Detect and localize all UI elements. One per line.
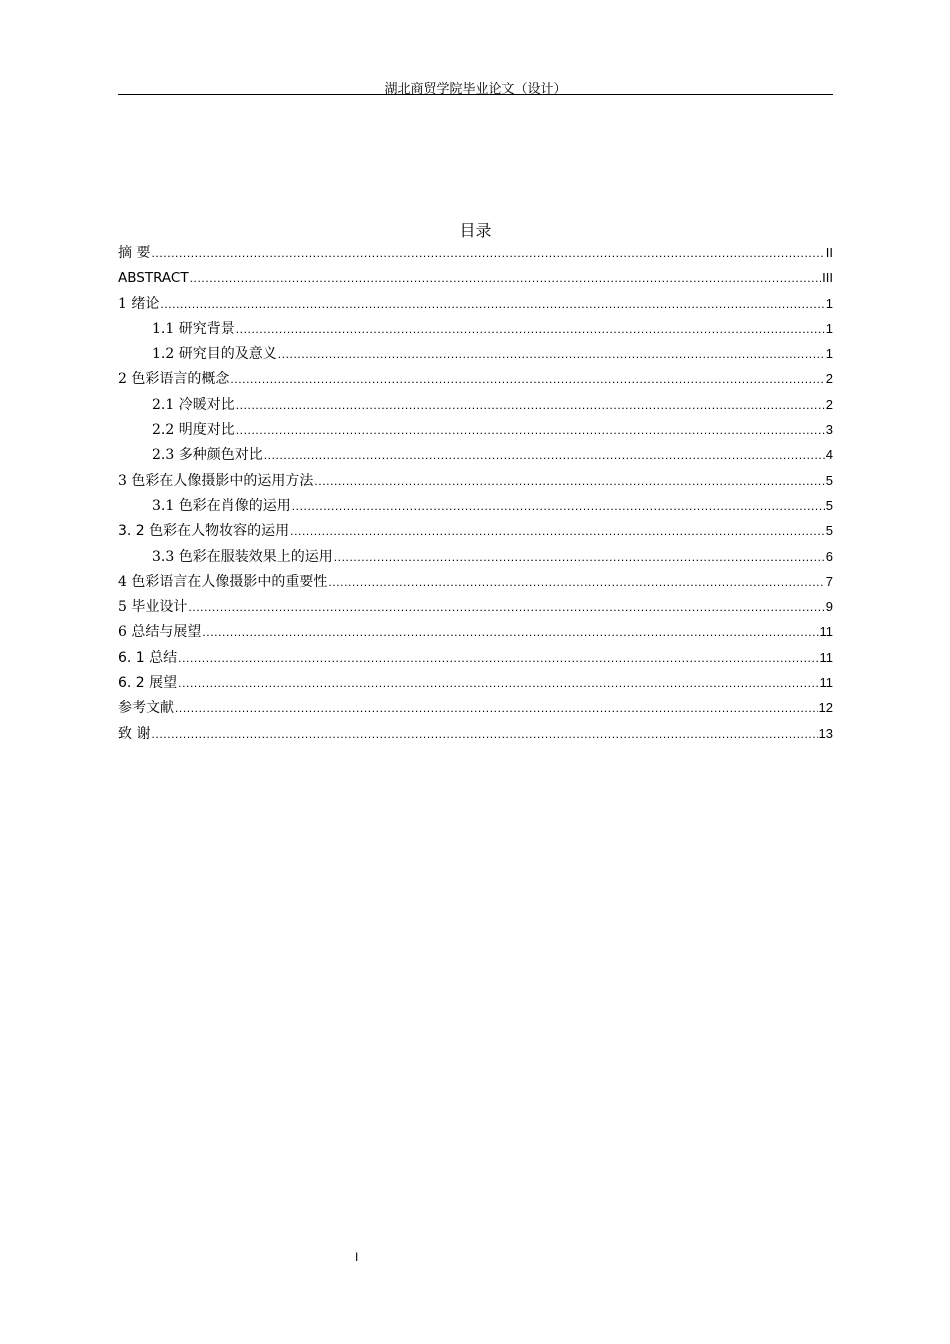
toc-entry-page: 4 bbox=[825, 447, 833, 463]
toc-entry-label: 3.1 色彩在肖像的运用 bbox=[152, 497, 291, 514]
toc-leader bbox=[292, 494, 825, 519]
toc-leader bbox=[160, 292, 824, 317]
page-number: I bbox=[355, 1250, 359, 1264]
toc-leader bbox=[278, 342, 825, 367]
toc-entry-page: 11 bbox=[819, 649, 833, 665]
toc-entry[interactable] bbox=[118, 442, 833, 467]
toc-leader bbox=[188, 595, 824, 620]
toc-entry[interactable] bbox=[118, 341, 833, 366]
toc-entry-page: 11 bbox=[819, 624, 833, 640]
toc-entry-page: 12 bbox=[818, 700, 833, 716]
toc-leader bbox=[236, 418, 825, 443]
toc-entry-page: 5 bbox=[825, 472, 833, 488]
toc-entry[interactable] bbox=[118, 366, 833, 391]
toc-entry-label: 摘 要 bbox=[118, 245, 151, 261]
toc-entry-label: ABSTRACT bbox=[118, 270, 189, 287]
toc-entry-page: 6 bbox=[825, 548, 833, 564]
toc-entry[interactable] bbox=[118, 569, 833, 594]
toc-entry-page: 13 bbox=[818, 725, 833, 741]
toc-leader bbox=[175, 696, 818, 721]
toc-leader bbox=[178, 671, 818, 696]
toc-entry-label: 3 色彩在人像摄影中的运用方法 bbox=[118, 472, 314, 489]
toc-leader bbox=[236, 393, 825, 418]
toc-entry-page: 7 bbox=[825, 573, 833, 589]
toc-entry-page: 1 bbox=[825, 346, 833, 362]
toc-entry[interactable] bbox=[118, 518, 833, 543]
toc-entry-label: 1.1 研究背景 bbox=[152, 320, 235, 337]
table-of-contents bbox=[118, 240, 833, 746]
toc-entry-page: II bbox=[825, 245, 833, 260]
toc-leader bbox=[151, 241, 824, 266]
toc-entry[interactable] bbox=[118, 468, 833, 493]
toc-entry-label: 6. 1 总结 bbox=[118, 649, 178, 666]
toc-entry-label: 3. 2 色彩在人物妆容的运用 bbox=[118, 523, 290, 540]
toc-leader bbox=[328, 570, 824, 595]
toc-entry[interactable] bbox=[118, 265, 833, 290]
toc-entry-page: 5 bbox=[825, 497, 833, 513]
toc-entry-label: 1.2 研究目的及意义 bbox=[152, 346, 277, 363]
toc-entry-page: III bbox=[822, 270, 833, 286]
toc-entry[interactable] bbox=[118, 695, 833, 720]
toc-entry-page: 11 bbox=[819, 675, 833, 691]
running-header: 湖北商贸学院毕业论文（设计） bbox=[384, 82, 567, 97]
toc-entry-label: 1 绪论 bbox=[118, 295, 160, 312]
toc-entry-page: 1 bbox=[825, 295, 833, 311]
toc-leader bbox=[314, 469, 824, 494]
toc-entry-label: 5 毕业设计 bbox=[118, 599, 188, 616]
toc-entry-label: 2 色彩语言的概念 bbox=[118, 371, 230, 388]
toc-leader bbox=[230, 367, 824, 392]
toc-entry[interactable] bbox=[118, 721, 833, 746]
toc-entry[interactable] bbox=[118, 291, 833, 316]
toc-entry[interactable] bbox=[118, 645, 833, 670]
toc-leader bbox=[202, 620, 818, 645]
toc-entry[interactable] bbox=[118, 493, 833, 518]
toc-leader bbox=[264, 443, 825, 468]
toc-entry-page: 9 bbox=[825, 599, 833, 615]
toc-title: 目录 bbox=[459, 221, 492, 240]
toc-entry[interactable] bbox=[118, 240, 833, 265]
header-rule bbox=[118, 94, 833, 95]
toc-entry-page: 1 bbox=[825, 320, 833, 336]
toc-entry-label: 6. 2 展望 bbox=[118, 675, 178, 692]
toc-entry-page: 2 bbox=[825, 371, 833, 387]
toc-entry-label: 2.3 多种颜色对比 bbox=[152, 447, 263, 464]
toc-leader bbox=[334, 545, 825, 570]
toc-entry-page: 2 bbox=[825, 396, 833, 412]
toc-leader bbox=[290, 519, 825, 544]
toc-entry-label: 2.2 明度对比 bbox=[152, 422, 235, 439]
toc-entry-label: 2.1 冷暖对比 bbox=[152, 396, 235, 413]
toc-entry[interactable] bbox=[118, 594, 833, 619]
toc-entry-page: 5 bbox=[825, 523, 833, 539]
toc-entry[interactable] bbox=[118, 417, 833, 442]
toc-leader bbox=[151, 722, 817, 747]
toc-leader bbox=[178, 646, 818, 671]
toc-entry-label: 参考文献 bbox=[118, 700, 174, 717]
toc-entry[interactable] bbox=[118, 544, 833, 569]
toc-leader bbox=[190, 266, 822, 291]
toc-entry-label: 致 谢 bbox=[118, 725, 151, 742]
toc-entry-label: 4 色彩语言在人像摄影中的重要性 bbox=[118, 573, 328, 590]
toc-entry-label: 3.3 色彩在服装效果上的运用 bbox=[152, 548, 333, 565]
toc-entry[interactable] bbox=[118, 670, 833, 695]
toc-entry[interactable] bbox=[118, 392, 833, 417]
toc-entry[interactable] bbox=[118, 619, 833, 644]
toc-entry-page: 3 bbox=[825, 422, 833, 438]
toc-leader bbox=[236, 317, 825, 342]
toc-entry-label: 6 总结与展望 bbox=[118, 624, 202, 641]
toc-entry[interactable] bbox=[118, 316, 833, 341]
